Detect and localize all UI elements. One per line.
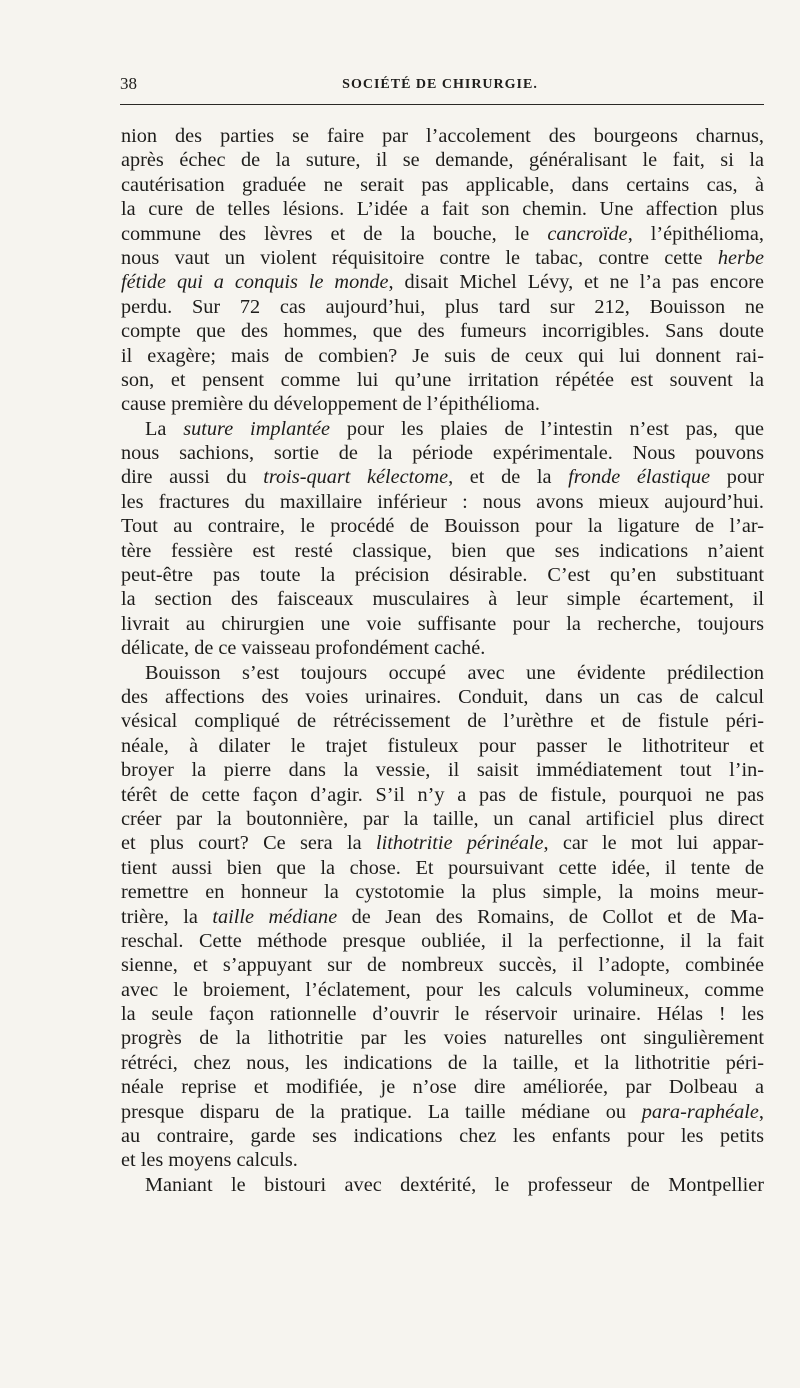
text-line bbox=[121, 905, 764, 929]
text-line bbox=[121, 880, 764, 904]
italic-term: fronde élastique bbox=[568, 466, 711, 489]
text-line bbox=[121, 465, 764, 489]
text-segment: au contraire, garde ses indications chez les enfants pour les petits bbox=[121, 1125, 764, 1148]
italic-term: fétide qui a conquis le monde bbox=[121, 271, 389, 294]
italic-term: para-raphéale bbox=[641, 1100, 759, 1123]
text-line bbox=[121, 1100, 764, 1124]
text-segment: délicate, de ce vaisseau profondément caché. bbox=[121, 637, 486, 660]
text-segment: dire aussi du bbox=[121, 466, 264, 489]
text-line bbox=[121, 368, 764, 392]
text-segment: néale, à dilater le trajet fistuleux pour passer le lithotriteur et bbox=[121, 734, 764, 757]
text-line bbox=[121, 1002, 764, 1026]
text-line bbox=[121, 222, 764, 246]
text-segment: térêt de cette façon d’agir. S’il n’y a pas de fistule, pourquoi ne pas bbox=[121, 783, 764, 806]
text-line bbox=[121, 953, 764, 977]
text-segment: broyer la pierre dans la vessie, il saisit immédiatement tout l’in- bbox=[121, 759, 764, 782]
text-line bbox=[121, 758, 764, 782]
text-segment: La bbox=[145, 417, 184, 440]
text-segment: vésical compliqué de rétrécissement de l’urèthre et de fistule péri- bbox=[121, 710, 764, 733]
italic-term: herbe bbox=[717, 246, 764, 269]
text-segment: Tout au contraire, le procédé de Bouisson pour la ligature de l’ar- bbox=[121, 515, 764, 538]
text-line bbox=[121, 1148, 764, 1172]
text-segment: Maniant le bistouri avec dextérité, le professeur de Montpellier bbox=[145, 1173, 764, 1196]
text-segment: , l’épithélioma, bbox=[627, 222, 764, 245]
text-segment: après échec de la suture, il se demande, généralisant le fait, si la bbox=[121, 149, 764, 172]
text-segment: la cure de telles lésions. L’idée a fait son chemin. Une affection plus bbox=[121, 198, 764, 221]
text-line bbox=[121, 148, 764, 172]
text-line bbox=[121, 856, 764, 880]
text-segment: remettre en honneur la cystotomie la plus simple, la moins meur- bbox=[121, 881, 764, 904]
text-segment: presque disparu de la pratique. La taille médiane ou bbox=[121, 1100, 642, 1123]
text-segment: nous sachions, sortie de la période expérimentale. Nous pouvons bbox=[121, 442, 764, 465]
header-rule bbox=[120, 104, 764, 105]
text-segment: pour bbox=[710, 466, 764, 489]
text-line bbox=[121, 1075, 764, 1099]
text-line bbox=[121, 441, 764, 465]
text-line bbox=[121, 246, 764, 270]
text-segment: reschal. Cette méthode presque oubliée, il la perfectionne, il la fait bbox=[121, 929, 764, 952]
text-segment: tient aussi bien que la chose. Et poursuivant cette idée, il tente de bbox=[121, 856, 764, 879]
journal-title: SOCIÉTÉ DE CHIRURGIE. bbox=[342, 77, 538, 92]
text-line bbox=[121, 417, 764, 441]
text-line bbox=[121, 929, 764, 953]
text-line bbox=[121, 1173, 764, 1197]
text-segment: peut-être pas toute la précision désirable. C’est qu’en substituant bbox=[121, 564, 764, 587]
text-segment: créer par la boutonnière, par la taille, un canal artificiel plus direct bbox=[121, 807, 764, 830]
italic-term: lithotritie périnéale bbox=[375, 832, 544, 855]
text-segment: , et de la bbox=[448, 466, 569, 489]
italic-term: trois-quart kélectome bbox=[263, 466, 449, 489]
text-line bbox=[121, 319, 764, 343]
text-segment: et les moyens calculs. bbox=[121, 1149, 298, 1172]
text-segment: rétréci, chez nous, les indications de la taille, et la lithotritie péri- bbox=[121, 1051, 764, 1074]
text-segment: cautérisation graduée ne serait pas applicable, dans certains cas, à bbox=[121, 173, 764, 196]
text-segment: , bbox=[758, 1100, 764, 1123]
text-line bbox=[121, 709, 764, 733]
italic-term: cancroïde bbox=[547, 222, 628, 245]
text-line bbox=[121, 1026, 764, 1050]
text-segment: néale reprise et modifiée, je n’ose dire améliorée, par Dolbeau a bbox=[121, 1076, 764, 1099]
text-line bbox=[121, 587, 764, 611]
text-segment: , disait Michel Lévy, et ne l’a pas encore bbox=[388, 271, 764, 294]
text-line bbox=[121, 197, 764, 221]
text-line bbox=[121, 392, 764, 416]
text-segment: progrès de la lithotritie par les voies naturelles ont singulièrement bbox=[121, 1027, 764, 1050]
text-segment: les fractures du maxillaire inférieur : nous avons mieux aujourd’hui. bbox=[121, 490, 764, 513]
text-line bbox=[121, 124, 764, 148]
italic-term: taille médiane bbox=[212, 905, 338, 928]
text-segment: tère fessière est resté classique, bien que ses indications n’aient bbox=[121, 539, 764, 562]
text-segment: de Jean des Romains, de Collot et de Ma- bbox=[337, 905, 764, 928]
text-line bbox=[121, 490, 764, 514]
text-segment: livrait au chirurgien une voie suffisante pour la recherche, toujours bbox=[121, 612, 764, 635]
text-segment: , car le mot lui appar- bbox=[543, 832, 764, 855]
text-line bbox=[121, 978, 764, 1002]
running-head bbox=[120, 74, 760, 98]
text-line bbox=[121, 344, 764, 368]
text-line bbox=[121, 270, 764, 294]
text-line bbox=[121, 831, 764, 855]
text-segment: pour les plaies de l’intestin n’est pas, que bbox=[330, 417, 764, 440]
text-segment: perdu. Sur 72 cas aujourd’hui, plus tard sur 212, Bouisson ne bbox=[121, 295, 764, 318]
text-line bbox=[121, 685, 764, 709]
text-line bbox=[121, 1124, 764, 1148]
body-text bbox=[121, 124, 764, 1197]
italic-term: suture implantée bbox=[183, 417, 331, 440]
text-segment: trière, la bbox=[121, 905, 213, 928]
text-line bbox=[121, 539, 764, 563]
text-segment: cause première du développement de l’épithélioma. bbox=[121, 393, 540, 416]
text-line bbox=[121, 514, 764, 538]
text-line bbox=[121, 734, 764, 758]
text-segment: nous vaut un violent réquisitoire contre le tabac, contre cette bbox=[121, 246, 718, 269]
text-line bbox=[121, 295, 764, 319]
text-segment: la section des faisceaux musculaires à leur simple écartement, il bbox=[121, 588, 764, 611]
text-segment: et plus court? Ce sera la bbox=[121, 832, 376, 855]
text-line bbox=[121, 612, 764, 636]
text-segment: des affections des voies urinaires. Conduit, dans un cas de calcul bbox=[121, 685, 764, 708]
text-segment: son, et pensent comme lui qu’une irritation répétée est souvent la bbox=[121, 368, 764, 391]
text-line bbox=[121, 563, 764, 587]
text-line bbox=[121, 783, 764, 807]
text-segment: avec le broiement, l’éclatement, pour les calculs volumineux, comme bbox=[121, 978, 764, 1001]
text-segment: il exagère; mais de combien? Je suis de ceux qui lui donnent rai- bbox=[121, 344, 764, 367]
text-segment: nion des parties se faire par l’accolement des bourgeons charnus, bbox=[121, 125, 764, 147]
text-segment: commune des lèvres et de la bouche, le bbox=[121, 222, 548, 245]
text-segment: compte que des hommes, que des fumeurs incorrigibles. Sans doute bbox=[121, 320, 764, 343]
text-segment: sienne, et s’appuyant sur de nombreux succès, il l’adopte, combinée bbox=[121, 954, 764, 977]
text-line bbox=[121, 807, 764, 831]
text-line bbox=[121, 1051, 764, 1075]
text-line bbox=[121, 661, 764, 685]
page-number: 38 bbox=[120, 74, 137, 93]
text-segment: la seule façon rationnelle d’ouvrir le réservoir urinaire. Hélas ! les bbox=[121, 1003, 764, 1026]
text-line bbox=[121, 173, 764, 197]
text-segment: Bouisson s’est toujours occupé avec une évidente prédilection bbox=[145, 661, 764, 684]
text-line bbox=[121, 636, 764, 660]
